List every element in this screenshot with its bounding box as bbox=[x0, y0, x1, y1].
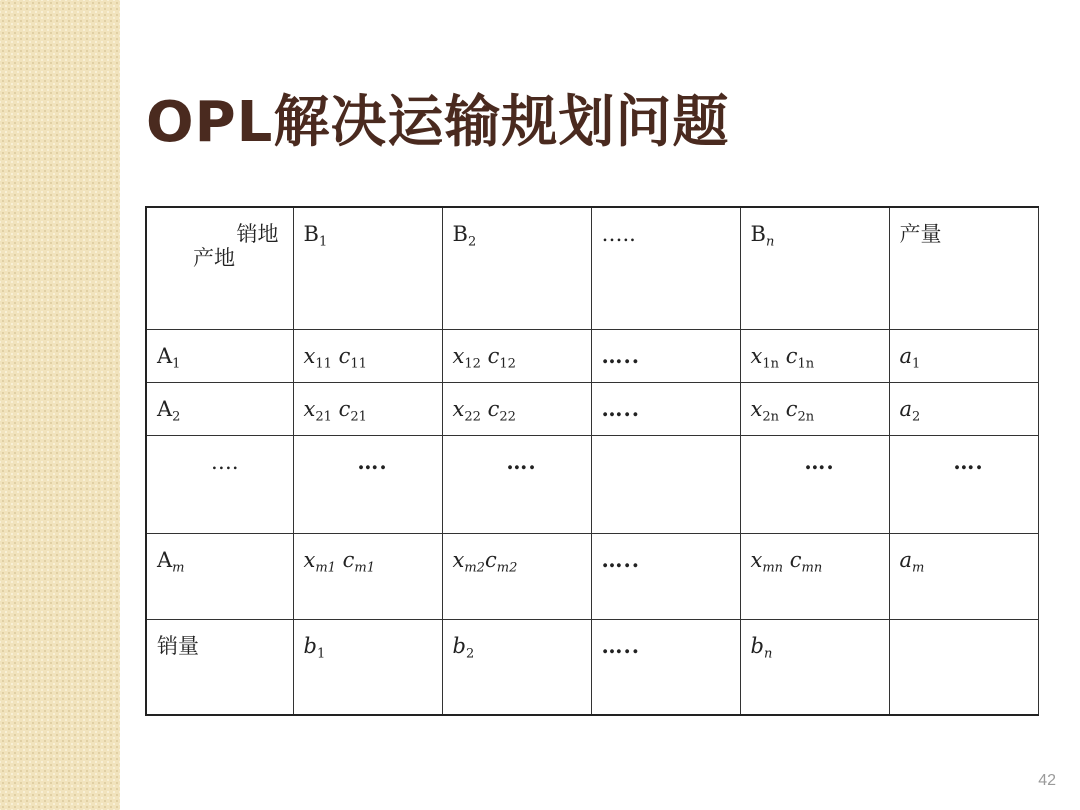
cell-demand: $b_n$ bbox=[740, 619, 889, 715]
ellipsis-row bbox=[146, 435, 1038, 533]
page-number: 42 bbox=[1038, 772, 1056, 789]
row-label: $A_m$ bbox=[146, 533, 293, 619]
cell-x-c: $x_{1n}$ $c_{1n}$ bbox=[740, 329, 889, 382]
transport-table bbox=[145, 206, 1039, 716]
corner-origin-label: 产地 bbox=[193, 246, 235, 271]
cell-empty bbox=[889, 619, 1038, 715]
row-label-demand: 销量 bbox=[146, 619, 293, 715]
cell-ellipsis: …. bbox=[740, 435, 889, 533]
header-b2: $B_2$ bbox=[442, 207, 591, 329]
header-dots: ….. bbox=[591, 207, 740, 329]
cell-x-c: $x_{m2}c_{m2}$ bbox=[442, 533, 591, 619]
cell-x-c: $x_{21}$ $c_{21}$ bbox=[293, 382, 442, 435]
row-label: $A_1$ bbox=[146, 329, 293, 382]
cell-supply: $a_1$ bbox=[889, 329, 1038, 382]
header-row bbox=[146, 207, 1038, 329]
cell-supply: $a_2$ bbox=[889, 382, 1038, 435]
cell-x-c: $x_{m1}$ $c_{m1}$ bbox=[293, 533, 442, 619]
cell-dots: ….. bbox=[591, 533, 740, 619]
cell-ellipsis: …. bbox=[442, 435, 591, 533]
cell-empty bbox=[591, 435, 740, 533]
header-b1: $B_1$ bbox=[293, 207, 442, 329]
table-row bbox=[146, 382, 1038, 435]
header-bn: $B_n$ bbox=[740, 207, 889, 329]
cell-dots: ….. bbox=[591, 382, 740, 435]
cell-x-c: $x_{22}$ $c_{22}$ bbox=[442, 382, 591, 435]
cell-ellipsis: …. bbox=[293, 435, 442, 533]
cell-dots: ….. bbox=[591, 619, 740, 715]
corner-cell bbox=[146, 207, 293, 329]
cell-x-c: $x_{2n}$ $c_{2n}$ bbox=[740, 382, 889, 435]
demand-row bbox=[146, 619, 1038, 715]
row-label-ellipsis: …. bbox=[146, 435, 293, 533]
cell-supply: $a_m$ bbox=[889, 533, 1038, 619]
cell-demand: $b_1$ bbox=[293, 619, 442, 715]
table-row bbox=[146, 329, 1038, 382]
cell-x-c: $x_{12}$ $c_{12}$ bbox=[442, 329, 591, 382]
cell-x-c: $x_{11}$ $c_{11}$ bbox=[293, 329, 442, 382]
corner-sales-label: 销地 bbox=[236, 222, 279, 246]
slide-title: OPL解决运输规划问题 bbox=[146, 90, 730, 155]
header-supply: 产量 bbox=[889, 207, 1038, 329]
cell-ellipsis: …. bbox=[889, 435, 1038, 533]
cell-demand: $b_2$ bbox=[442, 619, 591, 715]
cell-x-c: $x_{mn}$ $c_{mn}$ bbox=[740, 533, 889, 619]
cell-dots: ….. bbox=[591, 329, 740, 382]
decorative-sidebar bbox=[0, 0, 120, 810]
row-label: $A_2$ bbox=[146, 382, 293, 435]
table-row bbox=[146, 533, 1038, 619]
